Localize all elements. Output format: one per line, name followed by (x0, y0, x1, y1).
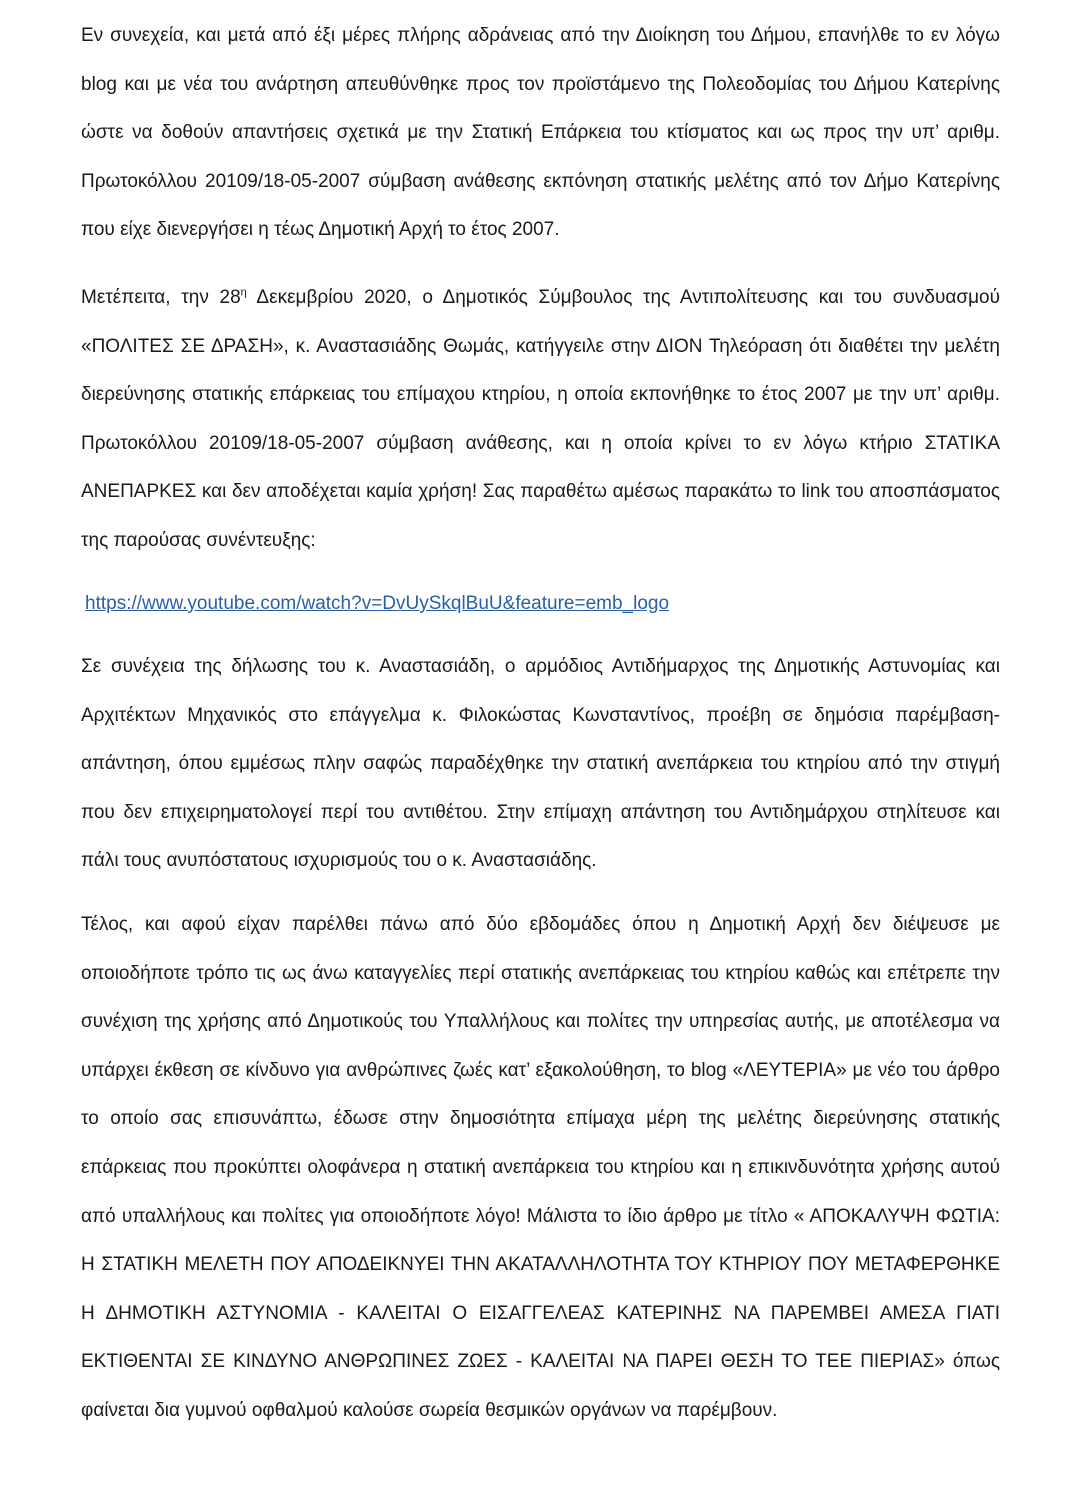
ordinal-superscript: η (240, 286, 247, 299)
paragraph-council-member-statement (81, 274, 1000, 566)
paragraph-blog-followup: Εν συνεχεία, και μετά από έξι μέρες πλήρης αδράνειας από την Διοίκηση του Δήμου, επανήλθε το εν λόγω blog και με νέα του ανάρτηση απευθύνθηκε προς τον προϊστάμενο της Πολεοδομίας του Δήμου Κατερίνης ώστε να δοθούν απαντήσεις σχετικά με την Στατική Επάρκεια του κτίσματος και ως προς την υπ’ αριθμ. Πρωτοκόλλου 20109/18-05-2007 σύμβαση ανάθεσης εκπόνηση στατικής μελέτης από τον Δήμο Κατερίνης που είχε διενεργήσει η τέως Δημοτική Αρχή το έτος 2007. (81, 25, 1000, 241)
paragraph-statement-body: Δεκεμβρίου 2020, ο Δημοτικός Σύμβουλος της Αντιπολίτευσης και του συνδυασμού «ΠΟΛΙΤΕΣ ΣΕ ΔΡΑΣΗ», κ. Αναστασιάδης Θωμάς, κατήγγειλε στην ΔΙΟΝ Τηλεόραση ότι διαθέτει την μελέτη διερεύνησης στατικής επάρκειας του επίμαχου κτηρίου, η οποία εκπονήθηκε το έτος 2007 με την υπ’ αριθμ. Πρωτοκόλλου 20109/18-05-2007 σύμβαση ανάθεσης, και η οποία κρίνει το εν λόγω κτήριο ΣΤΑΤΙΚΑ ΑΝΕΠΑΡΚΕΣ και δεν αποδέχεται καμία χρήση! Σας παραθέτω αμέσως παρακάτω το link του αποσπάσματος της παρούσας συνέντευξης: (81, 287, 1000, 551)
paragraph-date-lead: Μετέπειτα, την 28 (81, 287, 241, 308)
youtube-link-line (85, 580, 669, 628)
paragraph-final-article: Τέλος, και αφού είχαν παρέλθει πάνω από δύο εβδομάδες όπου η Δημοτική Αρχή δεν διέψευσε με οποιοδήποτε τρόπο τις ως άνω καταγγελίες περί στατικής ανεπάρκειας του κτηρίου καθώς και επέτρεπε την συνέχιση της χρήσης από Δημοτικούς του Υπαλλήλους και πολίτες την υπηρεσίας αυτής, με αποτέλεσμα να υπάρχει έκθεση σε κίνδυνο για ανθρώπινες ζωές κατ’ εξακολούθηση, το blog «ΛΕΥΤΕΡΙΑ» με νέο του άρθρο το οποίο σας επισυνάπτω, έδωσε στην δημοσιότητα επίμαχα μέρη της μελέτης διερεύνησης στατικής επάρκειας που προκύπτει ολοφάνερα η στατική ανεπάρκεια του κτηρίου και η επικινδυνότητα χρήσης αυτού από υπαλλήλους και πολίτες για οποιοδήποτε λόγο! Μάλιστα το ίδιο άρθρο με τίτλο « ΑΠΟΚΑΛΥΨΗ ΦΩΤΙΑ: Η ΣΤΑΤΙΚΗ ΜΕΛΕΤΗ ΠΟΥ ΑΠΟΔΕΙΚΝΥΕΙ ΤΗΝ ΑΚΑΤΑΛΛΗΛΟΤΗΤΑ ΤΟΥ ΚΤΗΡΙΟΥ ΠΟΥ ΜΕΤΑΦΕΡΘΗΚΕ Η ΔΗΜΟΤΙΚΗ ΑΣΤΥΝΟΜΙΑ - ΚΑΛΕΙΤΑΙ Ο ΕΙΣΑΓΓΕΛΕΑΣ ΚΑΤΕΡΙΝΗΣ ΝΑ ΠΑΡΕΜΒΕΙ ΑΜΕΣΑ ΓΙΑΤΙ ΕΚΤΙΘΕΝΤΑΙ ΣΕ ΚΙΝΔΥΝΟ ΑΝΘΡΩΠΙΝΕΣ ΖΩΕΣ - ΚΑΛΕΙΤΑΙ ΝΑ ΠΑΡΕΙ ΘΕΣΗ ΤΟ ΤΕΕ ΠΙΕΡΙΑΣ» όπως φαίνεται δια γυμνού οφθαλμού καλούσε σωρεία θεσμικών οργάνων να παρέμβουν. (81, 914, 1000, 1421)
youtube-link[interactable]: https://www.youtube.com/watch?v=DvUySkqlBuU&feature=emb_logo (85, 593, 670, 614)
paragraph-deputy-mayor-response: Σε συνέχεια της δήλωσης του κ. Αναστασιάδη, ο αρμόδιος Αντιδήμαρχος της Δημοτικής Αστυνομίας και Αρχιτέκτων Μηχανικός στο επάγγελμα κ. Φιλοκώστας Κωνσταντίνος, προέβη σε δημόσια παρέμβαση-απάντηση, όπου εμμέσως πλην σαφώς παραδέχθηκε την στατική ανεπάρκεια του κτηρίου από την στιγμή που δεν επιχειρηματολογεί περί του αντιθέτου. Στην επίμαχη απάντηση του Αντιδημάρχου στηλίτευσε και πάλι τους ανυπόστατους ισχυρισμούς του ο κ. Αναστασιάδης. (81, 656, 1000, 872)
